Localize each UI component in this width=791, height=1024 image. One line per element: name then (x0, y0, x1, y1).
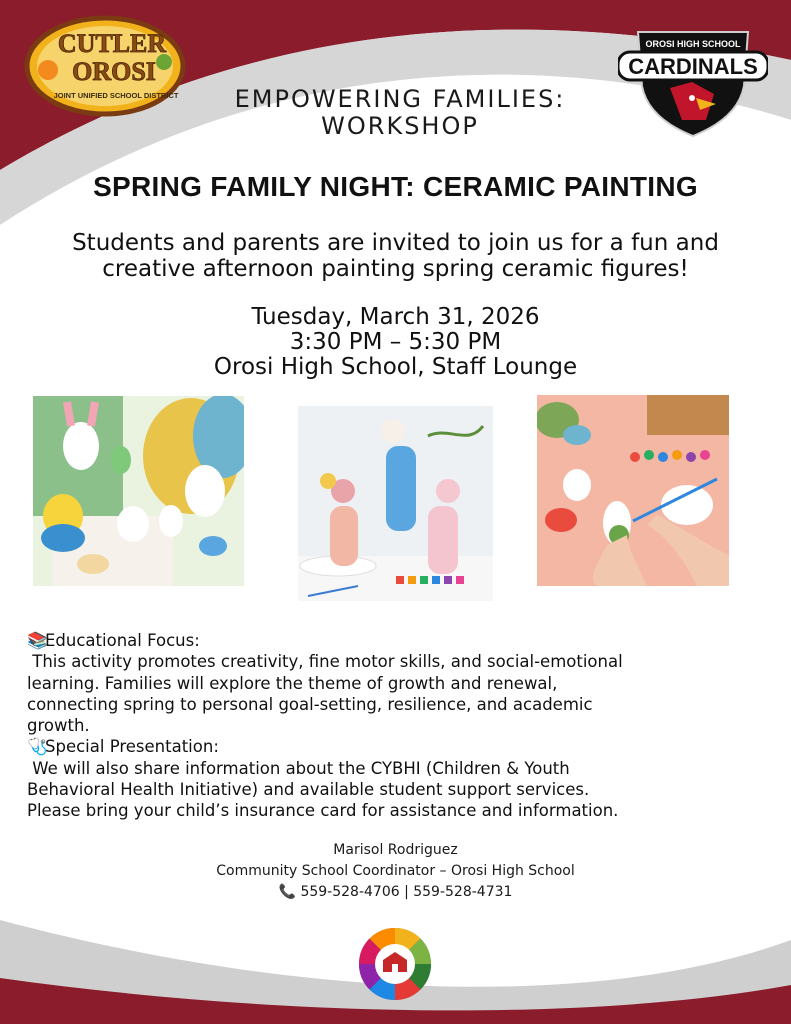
details-section (27, 630, 767, 822)
painted-ceramic-bunnies-photo (33, 396, 244, 586)
presentation-line-1: We will also share information about the CYBHI (Children & Youth (27, 758, 570, 778)
painted-ceramic-vases-photo (298, 406, 493, 601)
svg-text:CUTLER: CUTLER (57, 29, 167, 58)
contact-role: Community School Coordinator – Orosi High School (216, 863, 575, 879)
event-details (100, 305, 691, 380)
event-title: SPRING FAMILY NIGHT: CERAMIC PAINTING (93, 171, 698, 202)
presentation-heading: Special Presentation: (45, 737, 219, 757)
workshop-heading (150, 86, 650, 140)
educational-heading: Educational Focus: (45, 631, 200, 650)
svg-text:CARDINALS: CARDINALS (628, 54, 758, 79)
workshop-line-1: EMPOWERING FAMILIES: (234, 85, 566, 113)
intro-line-2: creative afternoon painting spring ceramic figures! (102, 256, 689, 282)
phone-icon: 📞 (278, 884, 296, 900)
presentation-line-3: Please bring your child’s insurance card for assistance and information. (27, 801, 619, 821)
books-icon: 📚 (27, 631, 48, 650)
intro-line-1: Students and parents are invited to join us for a fun and (72, 230, 719, 256)
svg-text:JOINT UNIFIED SCHOOL DISTRICT: JOINT UNIFIED SCHOOL DISTRICT (53, 91, 179, 100)
intro-text (20, 230, 771, 282)
presentation-line-2: Behavioral Health Initiative) and available student support services. (27, 780, 590, 800)
educational-line-3: connecting spring to personal goal-setting, resilience, and academic (27, 694, 593, 714)
event-date: Tuesday, March 31, 2026 (251, 304, 540, 330)
contact-block (120, 840, 671, 903)
educational-line-2: learning. Families will explore the theme of growth and renewal, (27, 673, 558, 693)
educational-line-1: This activity promotes creativity, fine motor skills, and social-emotional (27, 652, 623, 672)
educational-line-4: growth. (27, 716, 90, 736)
contact-phones: 559-528-4706 | 559-528-4731 (300, 884, 513, 900)
svg-text:OROSI: OROSI (72, 57, 156, 86)
stethoscope-icon: 🩺 (27, 737, 48, 757)
contact-name: Marisol Rodriguez (333, 842, 458, 858)
community-school-logo (357, 926, 433, 1002)
event-location: Orosi High School, Staff Lounge (213, 354, 578, 380)
workshop-line-2: WORKSHOP (321, 112, 479, 140)
painting-ceramic-figure-photo (537, 395, 729, 586)
event-time: 3:30 PM – 5:30 PM (289, 329, 502, 355)
svg-text:OROSI HIGH SCHOOL: OROSI HIGH SCHOOL (645, 39, 741, 49)
